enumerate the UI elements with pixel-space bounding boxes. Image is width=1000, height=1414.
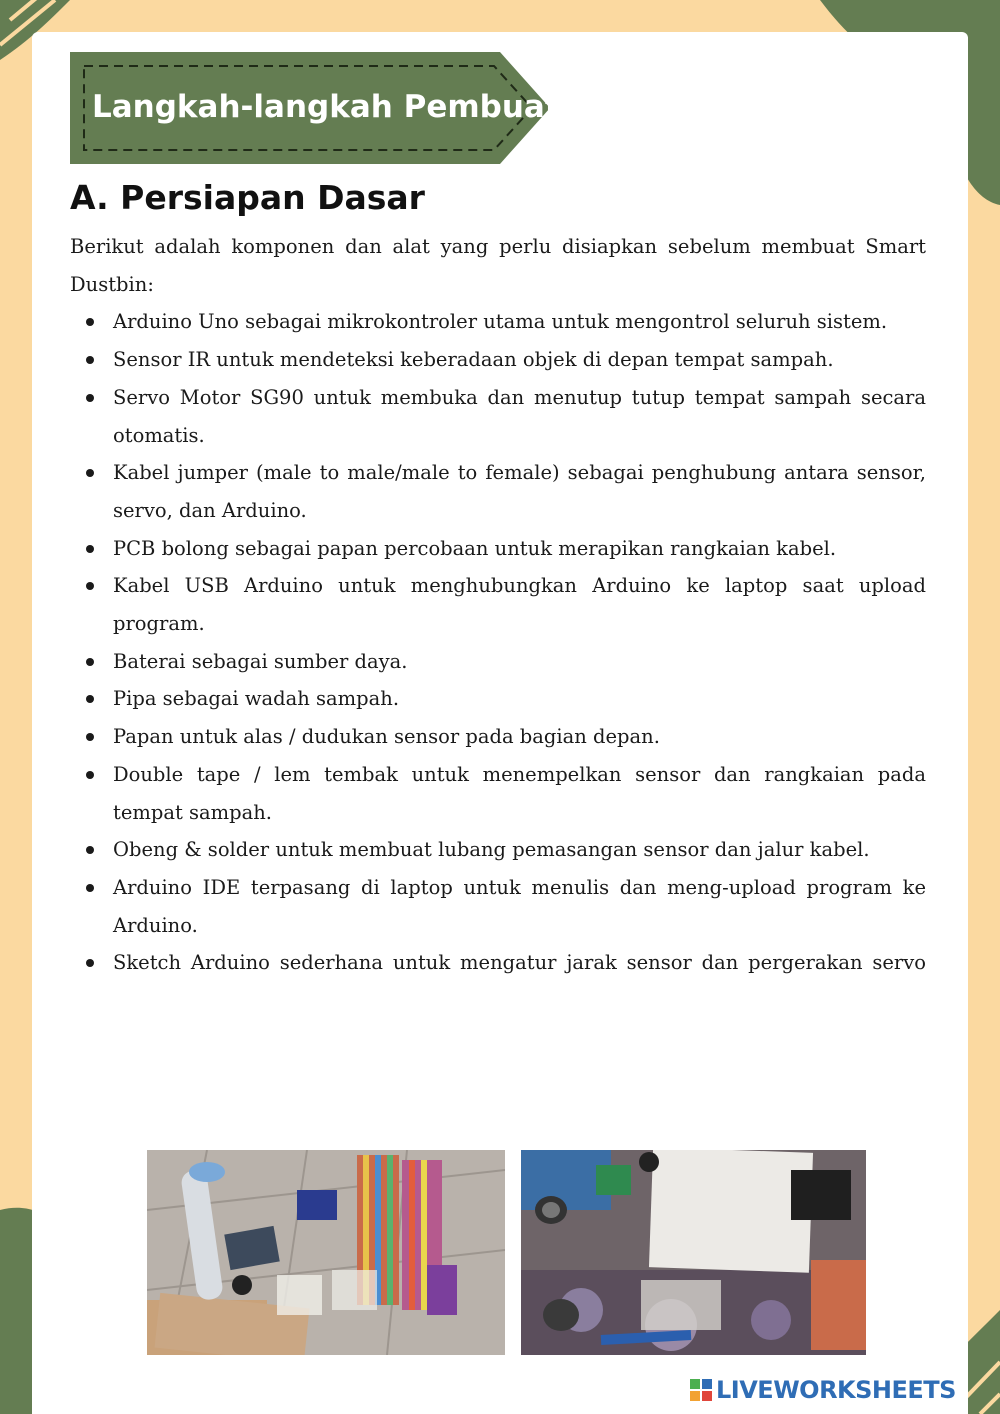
list-item: Pipa sebagai wadah sampah. xyxy=(70,680,926,718)
list-item: Papan untuk alas / dudukan sensor pada bagian depan. xyxy=(70,718,926,756)
list-item: Kabel USB Arduino untuk menghubungkan Arduino ke laptop saat upload program. xyxy=(70,567,926,642)
banner-title: Langkah-langkah Pembuatan xyxy=(92,89,603,125)
liveworksheets-watermark xyxy=(690,1372,956,1408)
intro-paragraph: Berikut adalah komponen dan alat yang perlu disiapkan sebelum membuat Smart Dustbin: xyxy=(70,235,926,296)
list-item: Arduino Uno sebagai mikrokontroler utama untuk mengontrol seluruh sistem. xyxy=(70,303,926,341)
list-item: PCB bolong sebagai papan percobaan untuk merapikan rangkaian kabel. xyxy=(70,530,926,568)
section-heading: A. Persiapan Dasar xyxy=(70,178,425,217)
list-item: Kabel jumper (male to male/male to female) sebagai penghubung antara sensor, servo, dan Arduino. xyxy=(70,454,926,529)
list-item: Sensor IR untuk mendeteksi keberadaan objek di depan tempat sampah. xyxy=(70,341,926,379)
list-item: Double tape / lem tembak untuk menempelkan sensor dan rangkaian pada tempat sampah. xyxy=(70,756,926,831)
assembly-photo xyxy=(521,1150,866,1355)
component-list xyxy=(70,303,926,982)
section-content xyxy=(70,228,926,982)
components-photo xyxy=(147,1150,505,1355)
liveworksheets-logo-icon xyxy=(690,1379,712,1401)
list-item: Obeng & solder untuk membuat lubang pemasangan sensor dan jalur kabel. xyxy=(70,831,926,869)
list-item: Sketch Arduino sederhana untuk mengatur jarak sensor dan pergerakan servo xyxy=(70,944,926,982)
list-item: Baterai sebagai sumber daya. xyxy=(70,643,926,681)
list-item: Arduino IDE terpasang di laptop untuk menulis dan meng-upload program ke Arduino. xyxy=(70,869,926,944)
list-item: Servo Motor SG90 untuk membuka dan menutup tutup tempat sampah secara otomatis. xyxy=(70,379,926,454)
watermark-text: LIVEWORKSHEETS xyxy=(716,1376,956,1404)
